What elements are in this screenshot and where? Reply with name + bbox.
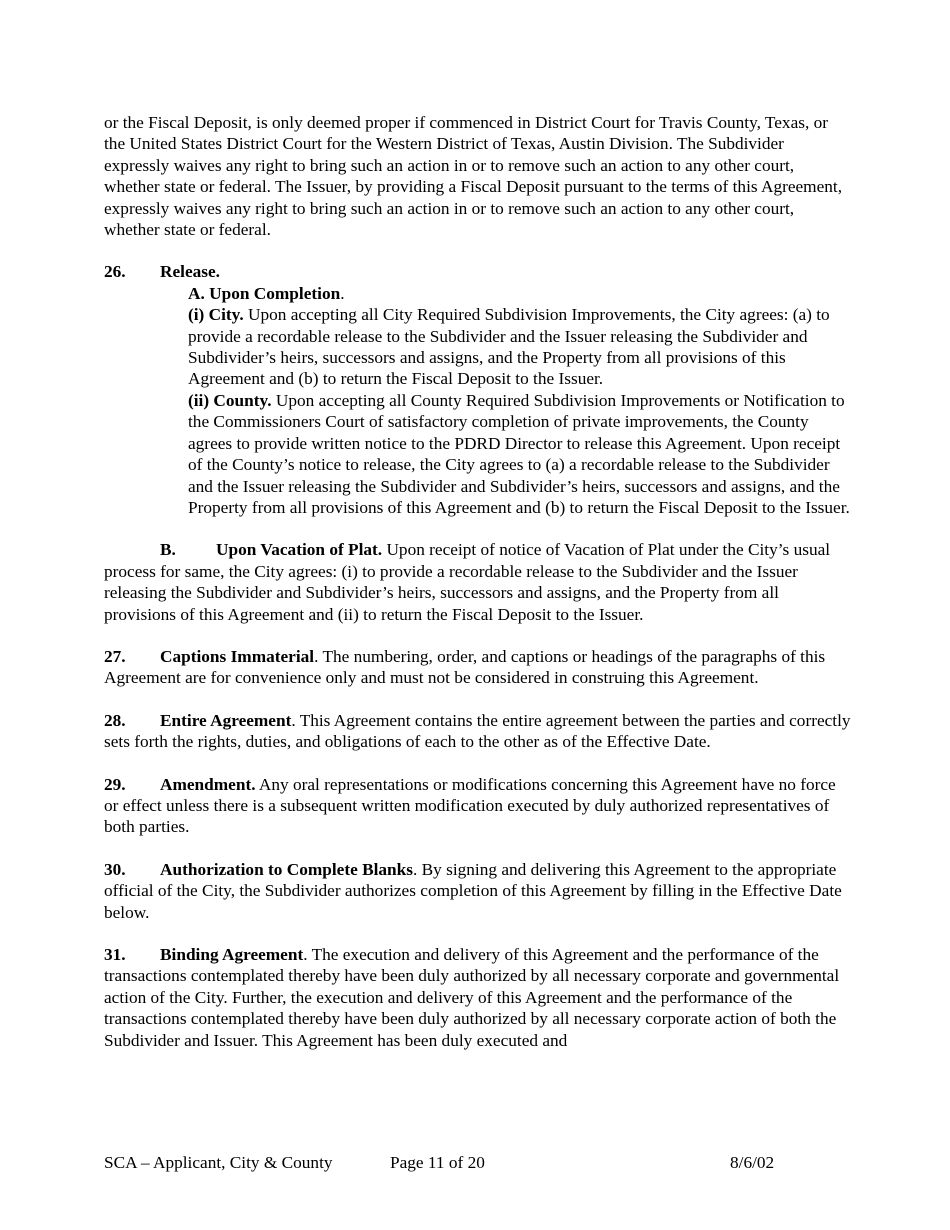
section-number: 31. bbox=[104, 945, 126, 964]
section-27 bbox=[104, 646, 852, 689]
document-page bbox=[104, 112, 852, 1072]
section-29 bbox=[104, 774, 852, 838]
section-30 bbox=[104, 859, 852, 923]
section-title: Binding Agreement bbox=[160, 945, 304, 964]
clause-i-text: Upon accepting all City Required Subdivision Improvements, the City agrees: (a) to provide a recordable release to the Subdivider and the Issuer releasing the Subdivider and Subdivider’s heirs, successors and assigns, and the Property from all provisions of this Agreement and (b) to return the Fiscal Deposit to the Issuer. bbox=[188, 305, 830, 389]
footer-document-id: SCA – Applicant, City & County bbox=[104, 1153, 333, 1172]
section-number: 29. bbox=[104, 774, 126, 794]
section-title-punct: . bbox=[314, 646, 319, 666]
section-26-heading bbox=[104, 261, 852, 282]
section-number: 27. bbox=[104, 646, 126, 666]
section-text: Any oral representations or modifications concerning this Agreement have no force or effect unless there is a subsequent written modification executed by duly authorized representatives of both parties. bbox=[104, 774, 836, 837]
section-26-subsection-a bbox=[188, 283, 852, 518]
subsection-a-title: A. Upon Completion bbox=[188, 283, 341, 303]
subsection-b-label: B. bbox=[160, 540, 176, 560]
section-31 bbox=[104, 944, 852, 1051]
clause-ii-label: (ii) County. bbox=[188, 390, 272, 410]
subsection-a-heading bbox=[188, 283, 852, 304]
section-title: Captions Immaterial bbox=[160, 646, 315, 666]
clause-i-city bbox=[188, 304, 852, 390]
section-text: By signing and delivering this Agreement to the appropriate official of the City, the Subdivider authorizes completion of this Agreement by filling in the Effective Date below. bbox=[104, 859, 842, 922]
section-title-punct: . bbox=[412, 859, 418, 879]
section-26-subsection-b bbox=[104, 539, 852, 625]
section-26 bbox=[104, 261, 852, 518]
section-title: Authorization to Complete Blanks bbox=[160, 859, 413, 879]
section-title-punct: . bbox=[303, 945, 308, 964]
subsection-b-text: Upon receipt of notice of Vacation of Plat under the City’s usual process for same, the City agrees: (i) to provide a recordable release to the Subdivider and the Issuer releasing the Subdivider and Subdivider’s heirs, successors and assigns, and the Property from all provisions of this Agreement and (ii) to return the Fiscal Deposit to the Issuer. bbox=[104, 540, 831, 624]
page-footer bbox=[104, 1152, 852, 1174]
section-number: 26. bbox=[104, 262, 126, 282]
clause-i-label: (i) City. bbox=[188, 305, 244, 325]
section-number: 28. bbox=[104, 710, 126, 730]
section-title: Amendment. bbox=[160, 774, 256, 794]
section-text: The execution and delivery of this Agreement and the performance of the transactions contemplated thereby have been duly authorized by all necessary corporate and governmental action of the City. Further, the execution and delivery of this Agreement and the performance of the transactions contemplated thereby have been duly authorized by all necessary corporate action of both the Subdivider and Issuer. This Agreement has been duly executed and bbox=[104, 945, 840, 1050]
section-text: The numbering, order, and captions or headings of the paragraphs of this Agreement are for convenience only and must not be considered in construing this Agreement. bbox=[104, 646, 826, 688]
intro-paragraph: or the Fiscal Deposit, is only deemed proper if commenced in District Court for Travis County, Texas, or the United States District Court for the Western District of Texas, Austin Division. The Subdivider expressly waives any right to bring such an action in or to remove such an action to any other court, whether state or federal. The Issuer, by providing a Fiscal Deposit pursuant to the terms of this Agreement, expressly waives any right to bring such an action in or to remove such an action to any other court, whether state or federal. bbox=[104, 113, 843, 240]
footer-date: 8/6/02 bbox=[730, 1153, 775, 1172]
section-number: 30. bbox=[104, 859, 126, 879]
clause-ii-county bbox=[188, 390, 852, 518]
footer-page-number: Page 11 of 20 bbox=[390, 1153, 485, 1172]
section-28 bbox=[104, 710, 852, 753]
clause-ii-text: Upon accepting all County Required Subdivision Improvements or Notification to the Commissioners Court of satisfactory completion of private improvements, the County agrees to provide written notice to the PDRD Director to release this Agreement. Upon receipt of the County’s notice to release, the City agrees to (a) a recordable release to the Subdivider and the Issuer releasing the Subdivider and Subdivider’s heirs, successors and assigns, and the Property from all provisions of this Agreement and (b) to return the Fiscal Deposit to the Issuer. bbox=[188, 390, 850, 517]
subsection-b-title: Upon Vacation of Plat. bbox=[216, 540, 383, 560]
section-text: This Agreement contains the entire agreement between the parties and correctly sets forth the rights, duties, and obligations of each to the other as of the Effective Date. bbox=[104, 710, 851, 752]
section-title: Entire Agreement bbox=[160, 710, 292, 730]
subsection-a-punct: . bbox=[340, 283, 345, 303]
section-title: Release. bbox=[160, 262, 220, 282]
section-title-punct: . bbox=[291, 710, 296, 730]
